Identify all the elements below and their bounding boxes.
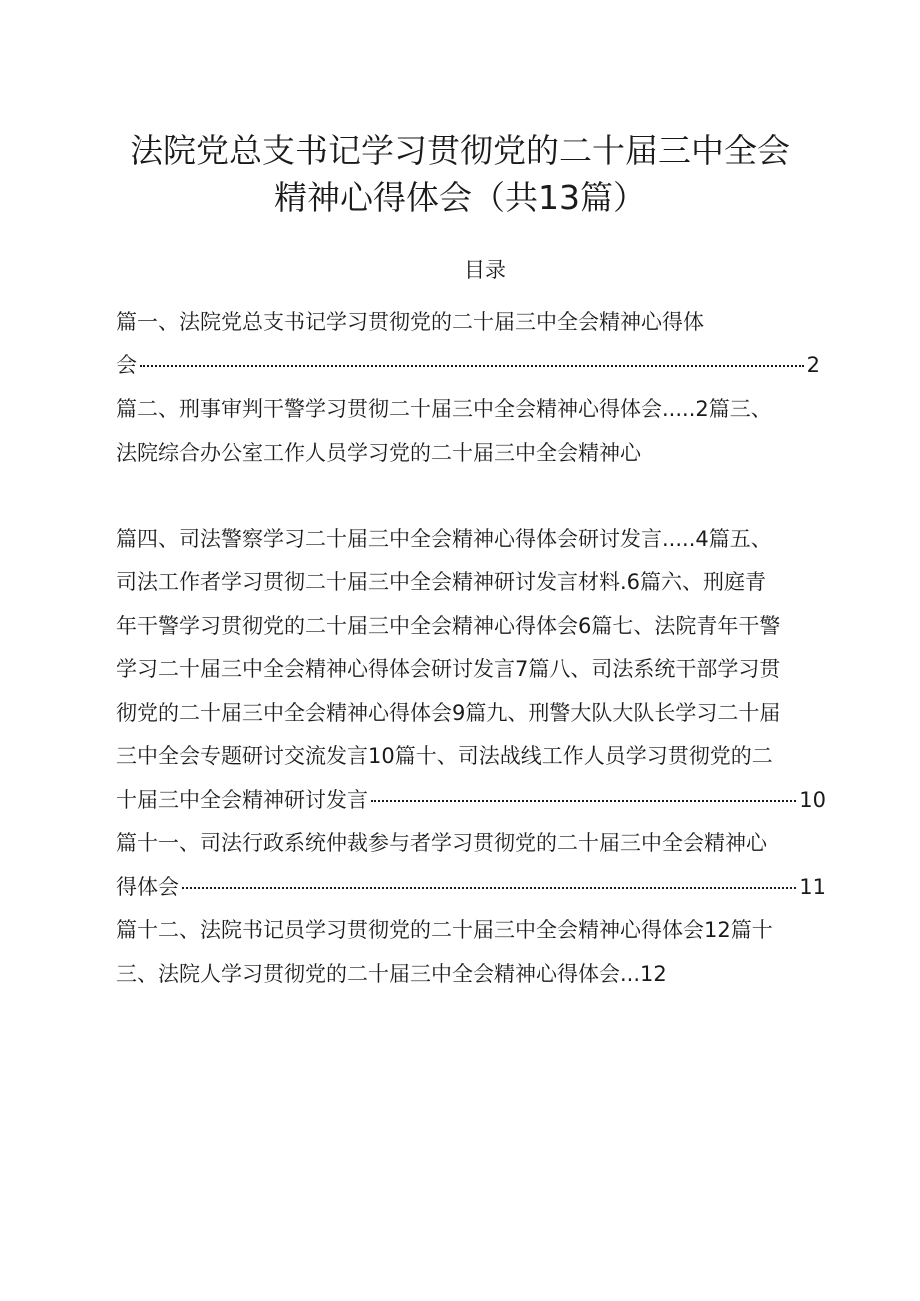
toc-entry-text: 会 [116, 353, 137, 377]
toc-entry-11-line-2[interactable] [116, 872, 826, 902]
toc-entry-1-line-2[interactable] [116, 350, 820, 380]
toc-entry-2-line[interactable]: 篇二、刑事审判干警学习贯彻二十届三中全会精神心得体会.....2篇三、 [116, 397, 772, 421]
toc-entry-13-line[interactable]: 三、法院人学习贯彻党的二十届三中全会精神心得体会...12 [116, 962, 667, 986]
toc-leader-dots [182, 887, 796, 889]
toc-leader-dots [140, 365, 804, 367]
toc-leader-dots [371, 800, 796, 802]
document-title-line-1: 法院党总支书记学习贯彻党的二十届三中全会 [130, 131, 790, 170]
document-title-line-2: 精神心得体会（共13篇） [274, 178, 646, 217]
toc-entry-text: 十届三中全会精神研讨发言 [116, 788, 368, 812]
toc-entry-9-line[interactable]: 三中全会专题研讨交流发言10篇十、司法战线工作人员学习贯彻党的二 [116, 744, 773, 768]
toc-page-number: 11 [799, 875, 826, 899]
toc-page-number: 2 [806, 353, 820, 377]
toc-entry-4-line[interactable]: 篇四、司法警察学习二十届三中全会精神心得体会研讨发言.....4篇五、 [116, 527, 772, 551]
toc-entry-text: 得体会 [116, 875, 179, 899]
toc-entry-8-line[interactable]: 彻党的二十届三中全会精神心得体会9篇九、刑警大队大队长学习二十届 [116, 701, 781, 725]
toc-entry-1-line-1[interactable]: 篇一、法院党总支书记学习贯彻党的二十届三中全会精神心得体 [116, 310, 704, 334]
toc-heading: 目录 [464, 258, 506, 282]
toc-page-number: 10 [799, 788, 826, 812]
toc-entry-7-line[interactable]: 学习二十届三中全会精神心得体会研讨发言7篇八、司法系统干部学习贯 [116, 657, 781, 681]
toc-entry-3-line[interactable]: 法院综合办公室工作人员学习党的二十届三中全会精神心 [116, 441, 641, 465]
toc-entry-6-line[interactable]: 年干警学习贯彻党的二十届三中全会精神心得体会6篇七、法院青年干警 [116, 614, 781, 638]
toc-entry-10-line-2[interactable] [116, 785, 826, 815]
toc-entry-12-line[interactable]: 篇十二、法院书记员学习贯彻党的二十届三中全会精神心得体会12篇十 [116, 918, 773, 942]
toc-entry-11-line-1[interactable]: 篇十一、司法行政系统仲裁参与者学习贯彻党的二十届三中全会精神心 [116, 831, 767, 855]
toc-entry-5-line[interactable]: 司法工作者学习贯彻二十届三中全会精神研讨发言材料.6篇六、刑庭青 [116, 570, 767, 594]
